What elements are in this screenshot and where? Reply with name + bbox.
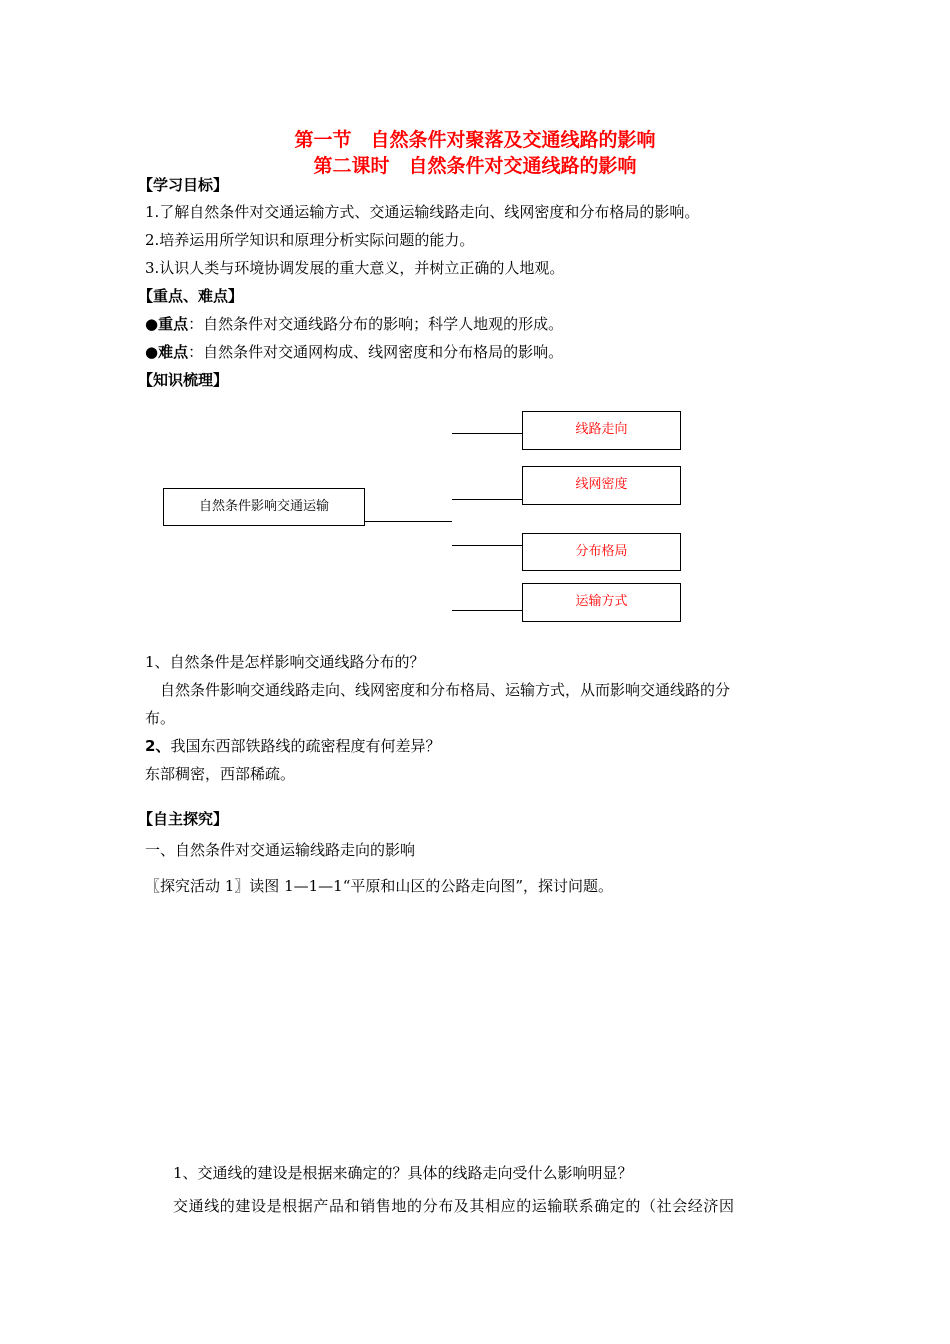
- keypoint-key-label: ●重点: [145, 315, 189, 333]
- knowledge-heading: 【知识梳理】: [138, 371, 229, 389]
- objective-item-1: 1.了解自然条件对交通运输方式、交通运输线路走向、线网密度和分布格局的影响。: [145, 203, 700, 221]
- keypoints-heading: 【重点、难点】: [138, 287, 244, 305]
- objective-item-3: 3.认识人类与环境协调发展的重大意义，并树立正确的人地观。: [145, 259, 565, 277]
- keypoint-hard-text: ：自然条件对交通网构成、线网密度和分布格局的影响。: [188, 343, 564, 361]
- answer-1-line-1: 自然条件影响交通线路走向、线网密度和分布格局、运输方式，从而影响交通线路的分: [160, 681, 731, 699]
- explore-activity-1: 〖探究活动 1〗读图 1—1—1“平原和山区的公路走向图”，探讨问题。: [145, 877, 614, 895]
- title-line-1: 第一节 自然条件对聚落及交通线路的影响: [294, 129, 656, 151]
- answer-1-line-2: 布。: [145, 709, 176, 727]
- objectives-heading: 【学习目标】: [138, 176, 229, 194]
- diagram-connector-1: [452, 433, 523, 434]
- diagram-branch-route: 线路走向: [522, 411, 681, 450]
- diagram-connector-4: [452, 610, 523, 611]
- diagram-connector-root: [365, 521, 452, 522]
- answer-2: 东部稠密，西部稀疏。: [145, 765, 296, 783]
- question-1: 1、自然条件是怎样影响交通线路分布的？: [145, 653, 425, 671]
- keypoint-key: [145, 313, 563, 334]
- explore-heading: 【自主探究】: [138, 810, 229, 828]
- question-2: [145, 735, 440, 756]
- explore-section-1: 一、自然条件对交通运输线路走向的影响: [145, 841, 416, 859]
- diagram-branch-density: 线网密度: [522, 466, 681, 505]
- keypoint-hard-label: ●难点: [145, 343, 189, 361]
- question-2-text: 我国东西部铁路线的疏密程度有何差异？: [170, 737, 441, 755]
- explore-question-1: 1、交通线的建设是根据来确定的？具体的线路走向受什么影响明显？: [173, 1164, 633, 1182]
- objective-item-2: 2.培养运用所学知识和原理分析实际问题的能力。: [145, 231, 475, 249]
- keypoint-key-text: ：自然条件对交通线路分布的影响；科学人地观的形成。: [188, 315, 564, 333]
- diagram-connector-3: [452, 545, 523, 546]
- explore-answer-1: 交通线的建设是根据产品和销售地的分布及其相应的运输联系确定的（社会经济因: [173, 1197, 735, 1215]
- title-line-2: 第二课时 自然条件对交通线路的影响: [313, 155, 637, 177]
- diagram-connector-2: [452, 499, 523, 500]
- keypoint-hard: [145, 341, 563, 362]
- diagram-branch-mode: 运输方式: [522, 583, 681, 622]
- diagram-branch-layout: 分布格局: [522, 533, 681, 571]
- question-2-number: 2、: [145, 737, 171, 755]
- diagram-root-box: 自然条件影响交通运输: [163, 488, 365, 526]
